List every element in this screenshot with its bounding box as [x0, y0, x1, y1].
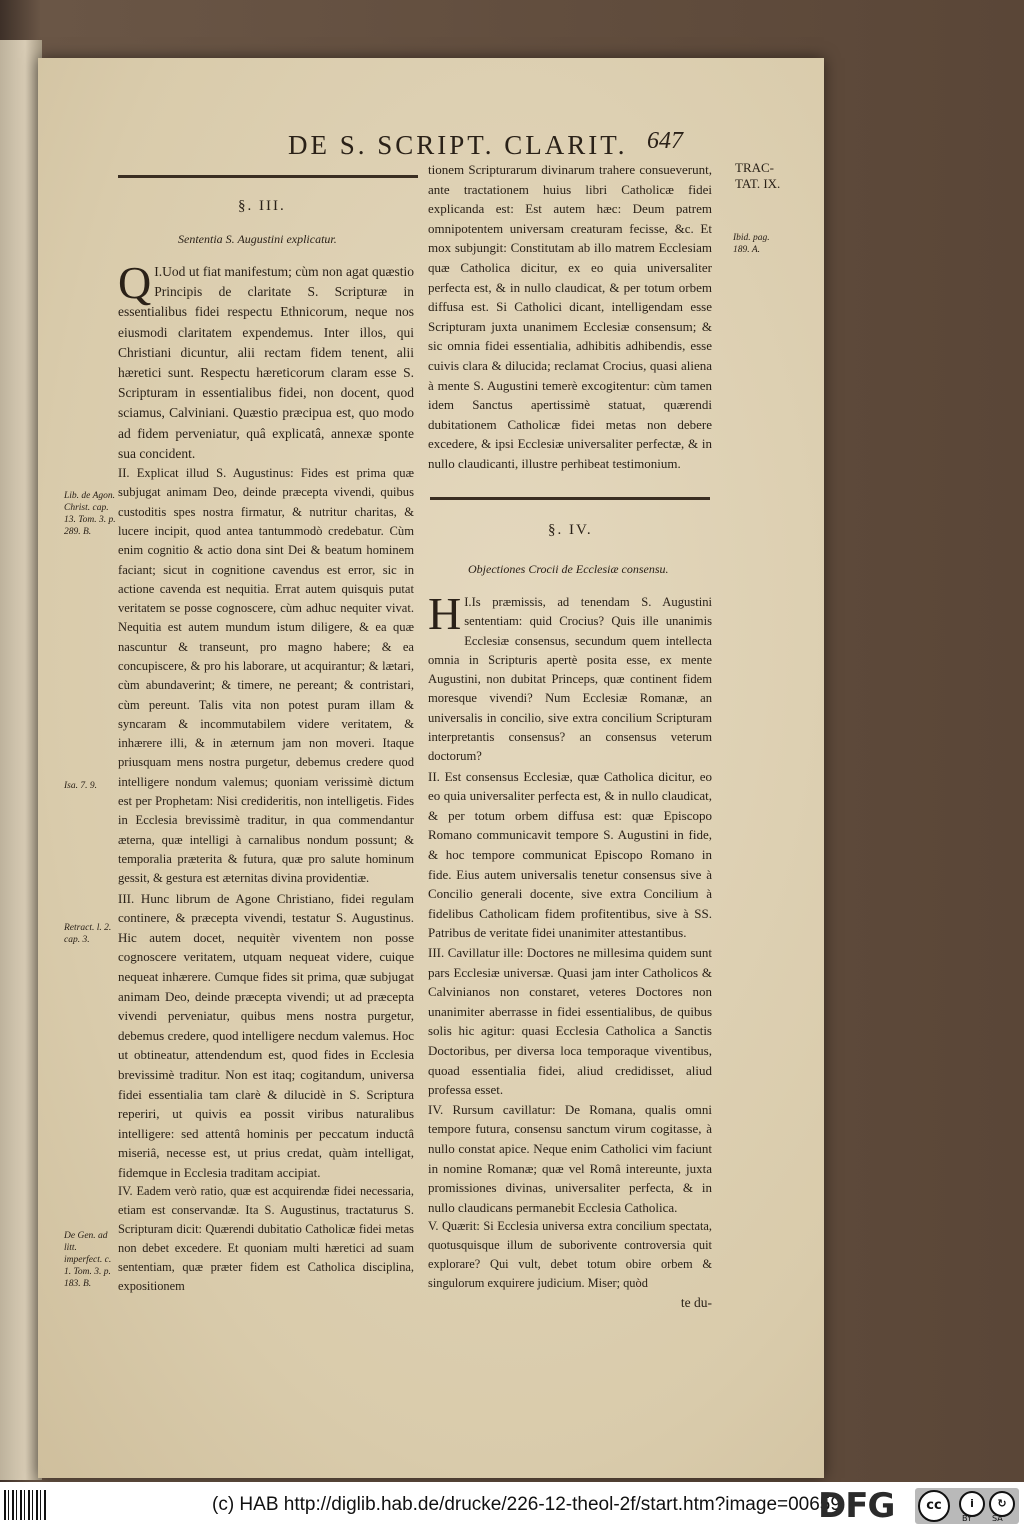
by-icon: i [959, 1491, 985, 1517]
dfg-logo: DFG [818, 1486, 895, 1526]
right-column-bottom [428, 588, 712, 1314]
paragraph: III. Hunc librum de Agone Christiano, fidei regulam continere, & præcepta vivendi, testatur S. Augustinus. Hic autem docet, nequitèr viventem non posse cognoscere veritatem, utquam nequeat videre, cuique nequeat inhærere. Cumque fides sit prima, quæ subjugat animam Deo, deinde præcepta vivendi; ut ad præcepta vivendi perveniatur, quibus mens nostra purgetur, debemus credere, quod intelligere necdum valemus. Hoc ut obtineatur, attendendum est, quod fides in Ecclesia brevissimè traditur. Non est itaq; cogitandum, universa fidei essentialia tam clarè & dilucidè in S. Scriptura reperiri, ut quivis ea possit viribus naturalibus intelligere: sed attentâ hominis per peccatum inductâ miseriâ, necesse est, ut prius credat, quàm intelligat, fidemque in Ecclesia traditam accipiat. [118, 890, 414, 1180]
section-heading: §. IV. [548, 522, 593, 538]
margin-note: Ibid. pag. 189. A. [733, 233, 770, 255]
paragraph-number: I. [154, 264, 163, 279]
paragraph: V. Quærit: Si Ecclesia universa extra concilium spectata, quotusquisque illum de suborivente controversia quit explorare? Qui vult, debet totum obire orbem & singulorum exquirere judicium. Miser; quòd [428, 1219, 712, 1291]
section-subtitle: Objectiones Crocii de Ecclesiæ consensu. [468, 562, 669, 576]
credit-link[interactable]: (c) HAB http://diglib.hab.de/drucke/226-12-theol-2f/start.htm?image=00659 [212, 1494, 841, 1515]
paragraph: IV. Rursum cavillatur: De Romana, qualis omni tempore futura, consensu sanctum virum cogitasse, à nullo constat apice. Neque enim Catholici vim faciunt in nomine Romanæ; quæ vel Româ intereunte, juxta promissiones divinas, universaliter perfecta, & in nullo claudicans permanebit Ecclesia Catholica. [428, 1101, 712, 1215]
sa-icon: ↻ [989, 1491, 1015, 1517]
paragraph: IV. Eadem verò ratio, quæ est acquirendæ fidei necessaria, etiam est conservandæ. Ita S. Augustinus, tractaturus S. Scripturam dicit: Quærendi dubitatio Catholicæ fidei metas non debet excedere. Et quoniam multi hæretici ad suam sententiam, quæ præter fidem est Catholica disciplina, expositionem [118, 1184, 414, 1294]
paragraph-number: I. [464, 595, 472, 609]
footer-bar [0, 1482, 1024, 1529]
margin-note: Lib. de Agon. Christ. cap. 13. Tom. 3. p. 289. B. [64, 491, 116, 537]
left-column [118, 257, 414, 1296]
right-column-top [428, 160, 712, 474]
cc-icon: cc [918, 1490, 950, 1522]
sa-label: SA [992, 1514, 1003, 1523]
margin-note: Retract. l. 2. cap. 3. [64, 923, 112, 945]
paragraph [428, 588, 712, 767]
section-rule [118, 175, 418, 178]
by-label: BY [962, 1514, 972, 1523]
paragraph: II. Est consensus Ecclesiæ, quæ Catholica dicitur, eo eo quia universaliter perfecta est, & in nullo claudicat, & per totum orbem diffusa est: quæ Episcopo Romano communicavit tempore S. Augustini in fide, & hoc tempore communicat Episcopo Romano in fide. Eius autem universalis tenetur consensus sive à Concilio generali docente, sive extra Concilium à fidelibus Catholicam fidem profitentibus, sive à SS. Patribus de veritate fidei unanimiter attestantibus. [428, 768, 712, 941]
section-subtitle: Sententia S. Augustini explicatur. [178, 232, 337, 246]
paragraph: tionem Scripturarum divinarum trahere consueverunt, ante tractationem huius libri Catholicæ fidei explicanda est: Est autem hæc: Deum patrem omnipotentem universam creaturam fecisse, &c. Et mox subjungit: Constitutam ab illo matrem Ecclesiam quæ Catholica dicitur, ex eo quia universaliter perfecta est, & in nullo claudicat, & per totum orbem diffusa est. Si Catholici dicant, intelligendam esse Scripturam juxta unanimem Ecclesiæ consensum; & sic omnia fidei essentialia, adhibitis adhibendis, esse cuivis clara & dilucida; reclamat Crocius, quasi aliena à mente S. Augustini temerè excogitentur: cùm tamen idem Sanctus apertissimè statuat, quærendi dubitationem Catholicæ fidei metas non debere excedere, & ipsi Ecclesiæ universaliter perfectæ, & in nullo claudicanti, illustre perhibeat testimonium. [428, 162, 712, 471]
paragraph-text: Is præmissis, ad tenendam S. Augustini sententiam: quid Crocius? Quis ille unanimis Ecclesiæ consensus, secundum quem intellecta omnia in Scripturis apertè posita esse, ex mente Augustini, non dubitat Princeps, quæ continent fidem moresque vivendi? Num Ecclesiæ Romanæ, an universalis in concilio, sive extra concilium Scripturam interpretantis consensus? an consensus veterum doctorum? [428, 595, 712, 764]
right-margin-header: TRAC- TAT. IX. [735, 160, 781, 191]
paragraph: II. Explicat illud S. Augustinus: Fides est prima quæ subjugat animam Deo, deinde præcepta vivendi, quibus custoditis spes nostra firmatur, & nutritur charitas, & lucere incipit, quod antea tantummodò credebatur. Cùm enim cognitio & actio dona sint Dei & beatum hominem faciant; sicut in cognitione cavendus est error, sic in actione cavenda est nequitia. Errat autem quisquis putat veritatem se posse cognoscere, cùm adhuc nequiter vivat. Nequitia est autem mundum istum diligere, & ea quæ nascuntur & transeunt, pro magno habere; & ea concupiscere, & pro his laborare, ut acquirantur; & lætari, cùm abundaverint; & timere, ne pereant; & contristari, cùm pereunt. Talis vita non potest puram illam & syncaram & incommutabilem videre veritatem, & inhærere illi, & in æternum jam non moveri. Itaque priusquam mens nostra purgetur, debemus credere quod intelligere nondum valemus; quoniam verissimè dictum est per Prophetam: Nisi credideritis, non intelligetis. Fides in Ecclesia brevissimè traditur, in qua commendantur æterna, quæ intelligi à carnalibus nondum possunt; & temporalia præterita & futura, quæ pro salute hominum gessit, & gestura est æternitas divina providentiæ. [118, 466, 414, 886]
paragraph [118, 257, 414, 464]
catchword: te du- [680, 1295, 712, 1311]
section-heading: §. III. [238, 198, 286, 214]
paragraph-text: Uod ut fiat manifestum; cùm non agat quæstio Principis de claritate S. Scripturæ in essentialibus fidei respectu Ethnicorum, neque nos eiusmodi claritatem expendemus. Inter illos, qui Christiani dicuntur, alii rectam fidem tenent, alii hæretici sunt. Respectu hæreticorum claram esse S. Scripturam in essentialibus fidei, non docent, quod sciamus, Calviniani. Quæstio præcipua est, quo modo ad fidem perveniatur, quâ explicatâ, annexæ sponte sua concident. [118, 264, 414, 461]
cc-license-badge[interactable] [915, 1488, 1019, 1524]
margin-note: Isa. 7. 9. [64, 781, 97, 791]
drop-cap: H [428, 588, 462, 639]
previous-page-edge [0, 40, 42, 1480]
barcode-icon [4, 1490, 46, 1520]
running-header: DE S. SCRIPT. CLARIT. [288, 130, 628, 160]
margin-note: De Gen. ad litt. imperfect. c. 1. Tom. 3. p. 183. B. [64, 1231, 112, 1289]
paragraph: III. Cavillatur ille: Doctores ne millesima quidem sunt pars Ecclesiæ universæ. Quasi jam inter Catholicos & Calvinianos non constaret, veteres Doctores non unanimiter aberrasse in fidei essentialibus, de quibus solis hic agitur: quasi Ecclesia Catholica a Sanctis Doctoribus, per diversa loca temporaque viventibus, quoad essentialia fidei, aliud credidisset, aliud professa esset. [428, 945, 712, 1098]
section-rule [430, 497, 710, 500]
drop-cap: Q [118, 257, 152, 308]
page-number: 647 [647, 128, 683, 154]
